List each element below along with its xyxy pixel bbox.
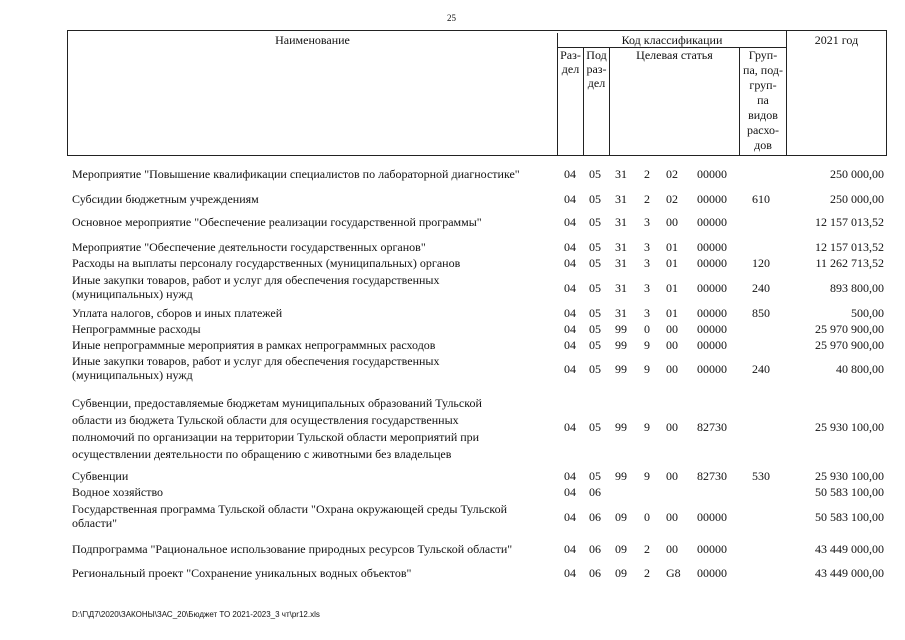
row-subprogram: 3 — [644, 240, 650, 254]
row-event: 00 — [666, 420, 678, 434]
row-event: 00 — [666, 215, 678, 229]
row-program: 31 — [615, 240, 627, 254]
row-program: 09 — [615, 542, 627, 556]
header-group-line-4: па — [757, 93, 769, 107]
header-group-line-6: расхо- — [746, 123, 780, 137]
row-event: 01 — [666, 281, 678, 295]
header-group-line-2: па, под- — [743, 63, 783, 77]
row-name: Подпрограмма "Рациональное использование природных ресурсов Тульской области" — [72, 542, 513, 556]
row-amount: 25 970 900,00 — [815, 322, 884, 336]
header-group-line-1: Груп- — [748, 48, 778, 62]
row-amount: 25 970 900,00 — [815, 338, 884, 352]
row-event: 00 — [666, 510, 678, 524]
row-direction: 00000 — [697, 215, 727, 229]
row-direction: 00000 — [697, 192, 727, 206]
header-year: 2021 год — [786, 31, 886, 155]
row-direction: 82730 — [697, 420, 727, 434]
row-event: 02 — [666, 192, 678, 206]
row-program: 09 — [615, 510, 627, 524]
row-name: Водное хозяйство — [72, 485, 164, 499]
row-subsection: 06 — [589, 542, 601, 556]
row-subsection: 05 — [589, 362, 601, 376]
row-amount: 25 930 100,00 — [815, 420, 884, 434]
row-event: G8 — [666, 566, 681, 580]
row-direction: 00000 — [697, 256, 727, 270]
row-subprogram: 3 — [644, 306, 650, 320]
row-subsection: 05 — [589, 240, 601, 254]
row-amount: 11 262 713,52 — [815, 256, 884, 270]
row-name: Региональный проект "Сохранение уникальных водных объектов" — [72, 566, 412, 580]
row-name: Основное мероприятие "Обеспечение реализации государственной программы" — [72, 215, 482, 229]
row-program: 31 — [615, 215, 627, 229]
row-section: 04 — [564, 362, 576, 376]
row-program: 99 — [615, 338, 627, 352]
row-subsection: 05 — [589, 420, 601, 434]
row-amount: 50 583 100,00 — [815, 510, 884, 524]
header-target: Целевая статья — [609, 48, 739, 155]
row-section: 04 — [564, 469, 576, 483]
row-group: 120 — [752, 256, 770, 270]
row-section: 04 — [564, 240, 576, 254]
row-direction: 00000 — [697, 362, 727, 376]
row-section: 04 — [564, 485, 576, 499]
row-section: 04 — [564, 566, 576, 580]
row-event: 00 — [666, 338, 678, 352]
row-program: 99 — [615, 362, 627, 376]
row-event: 00 — [666, 542, 678, 556]
row-subsection: 05 — [589, 192, 601, 206]
page-number: 25 — [447, 13, 456, 23]
row-name: Иные непрограммные мероприятия в рамках непрограммных расходов — [72, 338, 436, 352]
row-direction: 00000 — [697, 322, 727, 336]
row-subprogram: 9 — [644, 469, 650, 483]
row-event: 01 — [666, 240, 678, 254]
row-group: 240 — [752, 281, 770, 295]
row-subprogram: 3 — [644, 215, 650, 229]
header-subsection-line-1: Под — [586, 48, 607, 62]
row-direction: 00000 — [697, 281, 727, 295]
row-subsection: 06 — [589, 510, 601, 524]
row-name: Непрограммные расходы — [72, 322, 201, 336]
row-program: 99 — [615, 322, 627, 336]
row-direction: 00000 — [697, 566, 727, 580]
row-program: 31 — [615, 256, 627, 270]
row-program: 31 — [615, 281, 627, 295]
row-event: 00 — [666, 469, 678, 483]
row-event: 00 — [666, 322, 678, 336]
row-name: Субсидии бюджетным учреждениям — [72, 192, 259, 206]
row-section: 04 — [564, 306, 576, 320]
header-group — [739, 48, 786, 155]
header-section — [557, 48, 583, 155]
row-event: 00 — [666, 362, 678, 376]
row-event: 01 — [666, 306, 678, 320]
row-event: 02 — [666, 167, 678, 181]
row-subsection: 05 — [589, 306, 601, 320]
row-section: 04 — [564, 542, 576, 556]
header-section-line-2: дел — [561, 62, 580, 76]
row-subsection: 06 — [589, 566, 601, 580]
row-subprogram: 2 — [644, 192, 650, 206]
row-direction: 00000 — [697, 542, 727, 556]
row-name: Уплата налогов, сборов и иных платежей — [72, 306, 283, 320]
row-amount: 893 800,00 — [830, 281, 884, 295]
row-amount: 40 800,00 — [836, 362, 884, 376]
row-group: 850 — [752, 306, 770, 320]
row-group: 530 — [752, 469, 770, 483]
row-name: Мероприятие "Обеспечение деятельности государственных органов" — [72, 240, 426, 254]
row-section: 04 — [564, 322, 576, 336]
row-group: 610 — [752, 192, 770, 206]
row-amount: 500,00 — [851, 306, 884, 320]
row-section: 04 — [564, 256, 576, 270]
file-path-footer: D:\Г\Д7\2020\ЗАКОНЫ\ЗАС_20\Бюджет ТО 2021-2023_3 чт\pr12.xls — [72, 610, 320, 619]
row-name: Субвенции — [72, 469, 129, 483]
row-subsection: 05 — [589, 256, 601, 270]
row-direction: 00000 — [697, 240, 727, 254]
row-direction: 00000 — [697, 306, 727, 320]
row-subsection: 05 — [589, 281, 601, 295]
row-program: 31 — [615, 167, 627, 181]
row-subprogram: 3 — [644, 256, 650, 270]
row-direction: 00000 — [697, 338, 727, 352]
row-subprogram: 3 — [644, 281, 650, 295]
row-section: 04 — [564, 510, 576, 524]
row-amount: 250 000,00 — [830, 192, 884, 206]
row-event: 01 — [666, 256, 678, 270]
header-group-line-7: дов — [754, 138, 772, 152]
table-header — [67, 30, 887, 156]
row-name: Мероприятие "Повышение квалификации специалистов по лабораторной диагностике" — [72, 167, 520, 181]
row-amount: 50 583 100,00 — [815, 485, 884, 499]
row-subsection: 05 — [589, 167, 601, 181]
row-section: 04 — [564, 167, 576, 181]
row-subsection: 05 — [589, 469, 601, 483]
row-section: 04 — [564, 192, 576, 206]
header-name: Наименование — [275, 33, 350, 47]
header-code: Код классификации — [557, 33, 786, 48]
row-name: Субвенции, предоставляемые бюджетам муниципальных образований Тульской области из бюджета Тульской области для осуществления государственных полномочий по организации на территории Тульской области мероприятий при осуществлении деятельности по обращению с животными без владельцев — [72, 396, 482, 461]
row-name: Государственная программа Тульской области "Охрана окружающей среды Тульской области" — [72, 502, 508, 530]
header-subsection-line-3: дел — [587, 76, 606, 90]
row-amount: 12 157 013,52 — [815, 240, 884, 254]
row-subprogram: 0 — [644, 322, 650, 336]
row-subprogram: 0 — [644, 510, 650, 524]
row-name: Иные закупки товаров, работ и услуг для обеспечения государственных (муниципальных) нужд — [72, 354, 440, 382]
row-amount: 43 449 000,00 — [815, 542, 884, 556]
row-amount: 250 000,00 — [830, 167, 884, 181]
row-subprogram: 2 — [644, 566, 650, 580]
row-program: 99 — [615, 469, 627, 483]
row-subprogram: 2 — [644, 542, 650, 556]
row-section: 04 — [564, 281, 576, 295]
row-section: 04 — [564, 215, 576, 229]
row-amount: 43 449 000,00 — [815, 566, 884, 580]
header-group-line-5: видов — [748, 108, 778, 122]
row-section: 04 — [564, 420, 576, 434]
row-program: 99 — [615, 420, 627, 434]
row-program: 31 — [615, 192, 627, 206]
row-group: 240 — [752, 362, 770, 376]
header-subsection-line-2: раз- — [586, 62, 607, 76]
row-direction: 00000 — [697, 510, 727, 524]
row-subsection: 06 — [589, 485, 601, 499]
row-direction: 00000 — [697, 167, 727, 181]
row-subprogram: 9 — [644, 420, 650, 434]
header-section-line-1: Раз- — [560, 48, 581, 62]
row-program: 09 — [615, 566, 627, 580]
row-amount: 25 930 100,00 — [815, 469, 884, 483]
row-subprogram: 2 — [644, 167, 650, 181]
header-subsection — [583, 48, 609, 155]
row-name: Иные закупки товаров, работ и услуг для обеспечения государственных (муниципальных) нужд — [72, 273, 440, 301]
row-subprogram: 9 — [644, 338, 650, 352]
row-subsection: 05 — [589, 338, 601, 352]
header-group-line-3: груп- — [749, 78, 777, 92]
row-direction: 82730 — [697, 469, 727, 483]
row-subsection: 05 — [589, 322, 601, 336]
row-section: 04 — [564, 338, 576, 352]
row-subprogram: 9 — [644, 362, 650, 376]
row-name: Расходы на выплаты персоналу государственных (муниципальных) органов — [72, 256, 461, 270]
row-amount: 12 157 013,52 — [815, 215, 884, 229]
row-subsection: 05 — [589, 215, 601, 229]
row-program: 31 — [615, 306, 627, 320]
